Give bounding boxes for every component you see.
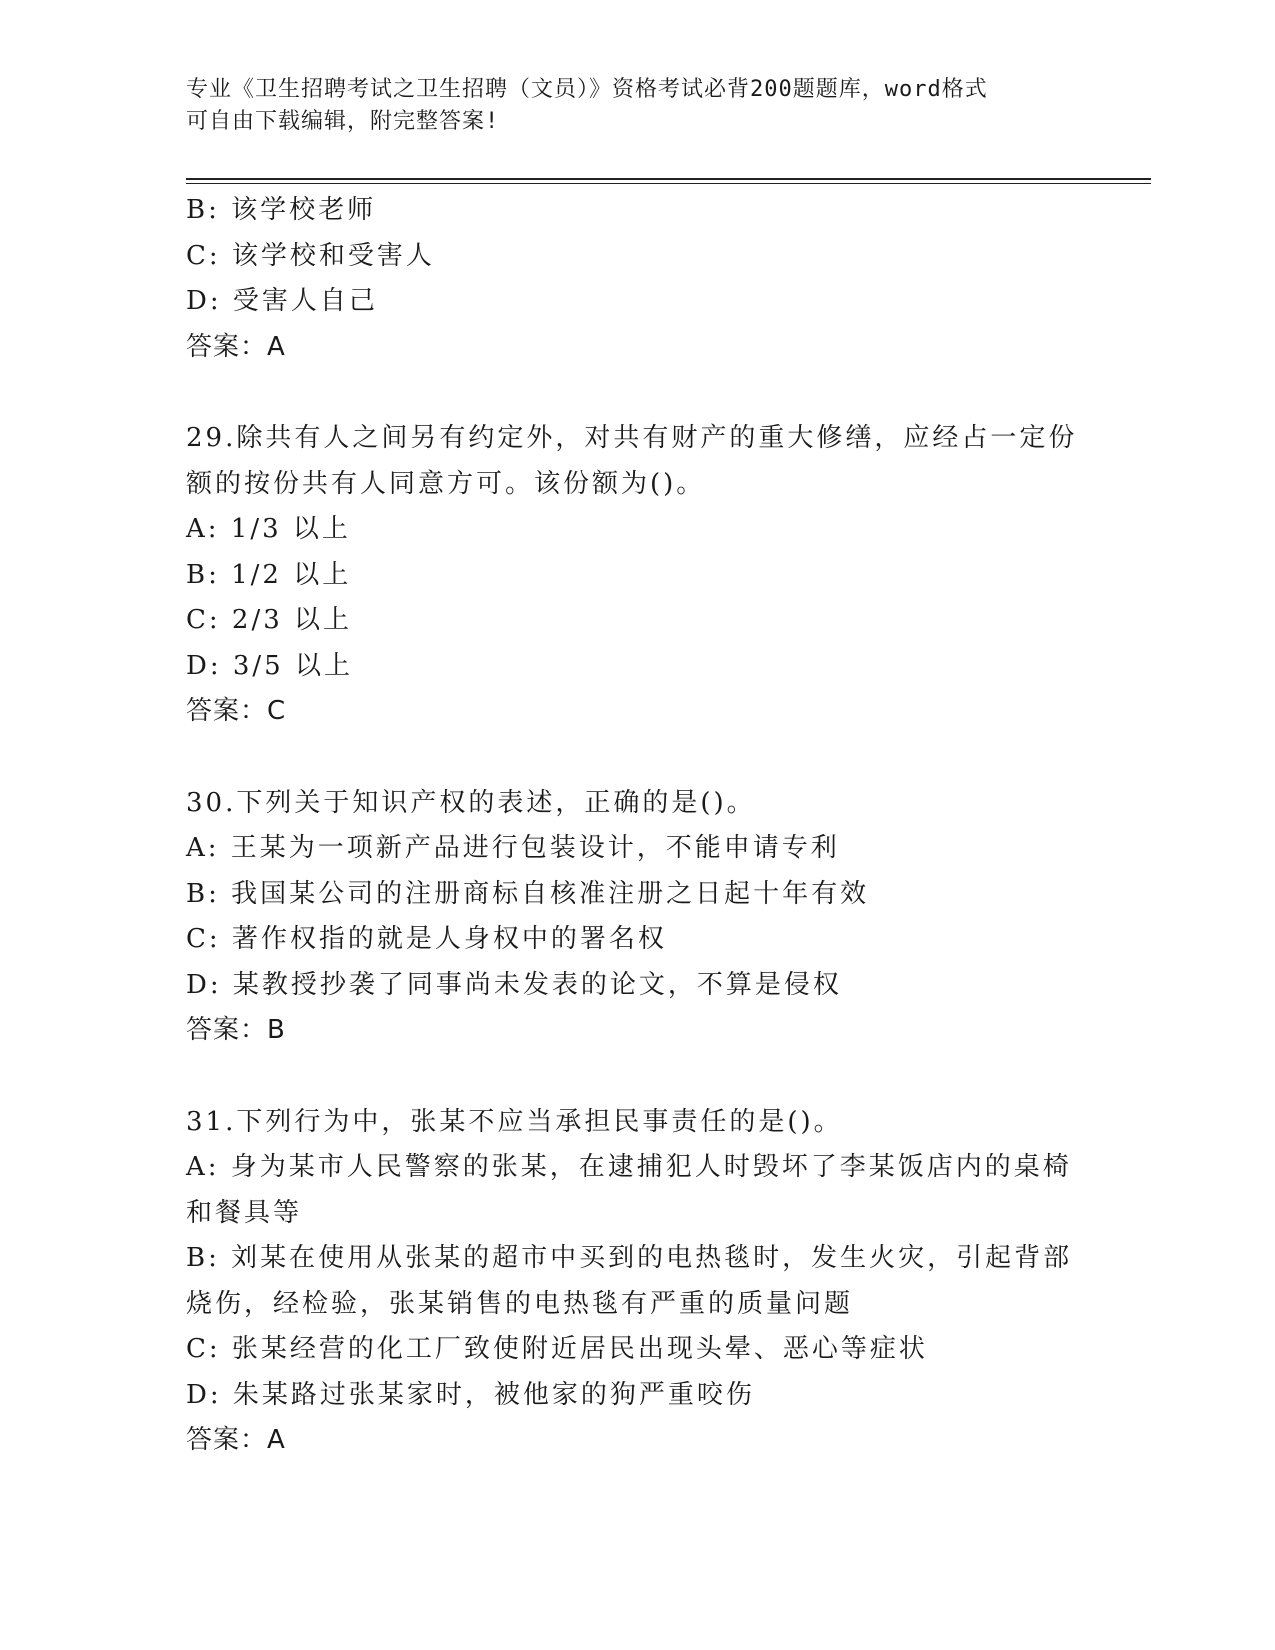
option-c: C: 著作权指的就是人身权中的署名权: [186, 924, 667, 954]
question-stem: 30.下列关于知识产权的表述，正确的是()。: [186, 787, 756, 818]
header-line-1: 专业《卫生招聘考试之卫生招聘（文员）》资格考试必背200题题库，word格式: [186, 77, 988, 102]
option-c: C: 该学校和受害人: [186, 240, 435, 271]
question-31: [186, 1100, 1086, 1464]
question-stem-continued: 额的按份共有人同意方可。该份额为()。: [186, 468, 706, 499]
answer-label: 答案：C: [186, 696, 287, 726]
question-29: [186, 416, 1086, 735]
header-divider-thick: [186, 178, 1151, 180]
option-b: B: 1/2 以上: [186, 559, 352, 590]
question-stem: 29.除共有人之间另有约定外，对共有财产的重大修缮，应经占一定份: [186, 423, 1078, 453]
answer-label: 答案：A: [186, 331, 286, 362]
question-list: [186, 188, 1086, 1464]
option-d: D: 某教授抄袭了同事尚未发表的论文，不算是侵权: [186, 969, 842, 1000]
question-28: [186, 188, 1086, 370]
question-30: [186, 781, 1086, 1054]
spacer: [186, 370, 1086, 416]
option-b: B: 刘某在使用从张某的超市中买到的电热毯时，发生火灾，引起背部: [186, 1243, 1073, 1273]
option-a: A: 身为某市人民警察的张某，在逮捕犯人时毁坏了李某饭店内的桌椅: [186, 1152, 1072, 1182]
option-b-continued: 烧伤，经检验，张某销售的电热毯有严重的质量问题: [186, 1288, 854, 1319]
option-c: C: 张某经营的化工厂致使附近居民出现头晕、恶心等症状: [186, 1334, 928, 1364]
option-b: B: 我国某公司的注册商标自核准注册之日起十年有效: [186, 878, 870, 909]
option-a: A: 1/3 以上: [186, 514, 351, 544]
option-d: D: 朱某路过张某家时，被他家的狗严重咬伤: [186, 1379, 755, 1410]
spacer: [186, 735, 1086, 781]
option-a: A: 王某为一项新产品进行包装设计，不能申请专利: [186, 833, 840, 863]
option-c: C: 2/3 以上: [186, 605, 353, 635]
answer-label: 答案：A: [186, 1425, 286, 1455]
document-header: [186, 74, 1086, 138]
option-a-continued: 和餐具等: [186, 1197, 303, 1228]
option-b: B: 该学校老师: [186, 195, 377, 225]
spacer: [186, 1054, 1086, 1100]
header-divider-thin: [186, 183, 1151, 184]
header-line-2: 可自由下载编辑，附完整答案!: [186, 109, 500, 134]
option-d: D: 受害人自己: [186, 286, 378, 316]
option-d: D: 3/5 以上: [186, 650, 353, 681]
question-stem: 31.下列行为中，张某不应当承担民事责任的是()。: [186, 1106, 843, 1137]
answer-label: 答案：B: [186, 1015, 286, 1045]
